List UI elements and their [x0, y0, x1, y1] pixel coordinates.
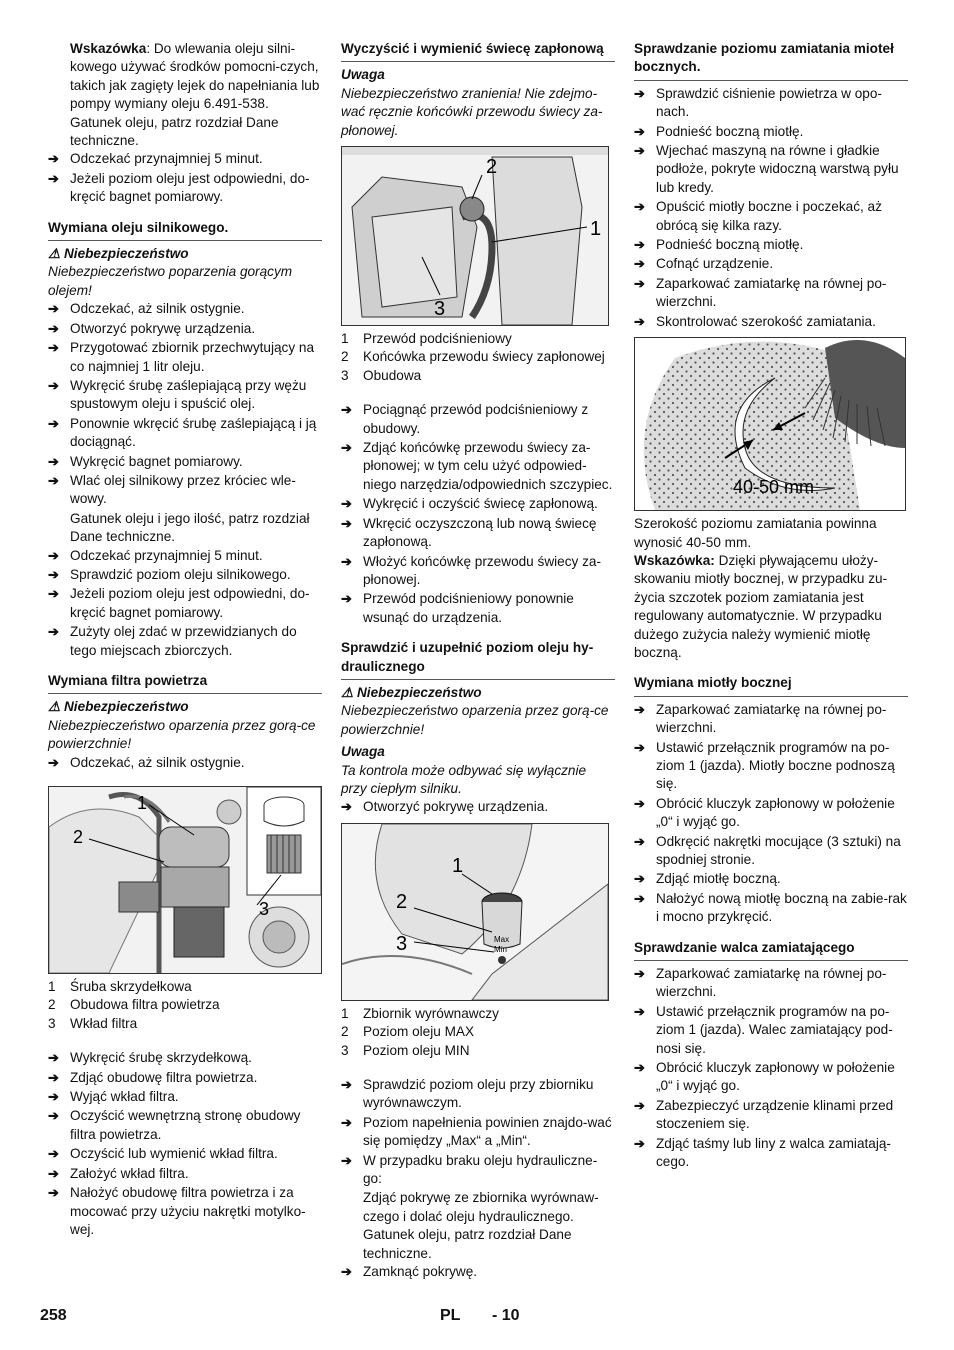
step-text: Zaparkować zamiatarkę na równej po-wierzchni. — [656, 275, 887, 310]
step-item — [341, 798, 615, 816]
step-item — [48, 170, 322, 207]
oil-tip: Wskazówka: Do wlewania oleju silni-kowego używać środków pomocni-czych, takich jak zagięty lejek do napełniania lub pompy wymiany oleju 6.491-538. — [70, 41, 320, 112]
step-text: Odczekać, aż silnik ostygnie. — [70, 301, 245, 317]
arrow-right-icon: ➔ — [341, 402, 352, 418]
spark-plug-illustration — [342, 147, 608, 325]
legend-text: Wkład filtra — [70, 1015, 138, 1031]
hydraulic-legend — [341, 1005, 615, 1060]
step-item — [48, 453, 322, 471]
step-item — [634, 965, 908, 1002]
arrow-right-icon: ➔ — [634, 1135, 645, 1151]
step-text: Sprawdzić poziom oleju przy zbiorniku wyrównawczym. — [363, 1077, 594, 1111]
step-item — [341, 590, 615, 627]
legend-text: Przewód podciśnieniowy — [363, 331, 512, 347]
heading-side-broom: Wymiana miotły bocznej — [634, 674, 908, 696]
legend-number: 2 — [341, 1024, 349, 1040]
arrow-right-icon: ➔ — [634, 275, 645, 291]
oil-qty-note: Gatunek oleju i jego ilość, patrz rozdział Dane techniczne. — [70, 510, 310, 545]
arrow-right-icon: ➔ — [634, 890, 645, 906]
arrow-right-icon: ➔ — [341, 591, 352, 607]
legend-item — [341, 1042, 615, 1060]
fig-label-max: Max — [494, 934, 510, 944]
step-item — [341, 1114, 615, 1151]
arrow-right-icon: ➔ — [634, 1097, 645, 1113]
step-text: Otworzyć pokrywę urządzenia. — [70, 320, 256, 336]
step-text: Oczyścić lub wymienić wkład filtra. — [70, 1146, 278, 1162]
legend-number: 2 — [48, 997, 56, 1013]
step-text: Ustawić przełącznik programów na po-ziom 1 (jazda). Miotły boczne podnoszą się. — [656, 739, 895, 792]
sweep-width-illustration — [635, 338, 905, 510]
step-text: Wykręcić śrubę zaślepiającą przy wężu spustowym oleju i spuścić olej. — [70, 377, 307, 412]
fig-label-width: 40-50 mm — [733, 477, 815, 498]
air-filter-figure — [48, 786, 322, 974]
arrow-right-icon: ➔ — [634, 237, 645, 253]
legend-number: 1 — [48, 979, 56, 995]
fig-label-3: 3 — [259, 899, 270, 920]
step-text: Zamknąć pokrywę. — [363, 1264, 478, 1280]
step-item — [48, 1088, 322, 1106]
arrow-right-icon: ➔ — [48, 1089, 59, 1105]
step-text: Zdjąć miotłę boczną. — [656, 871, 781, 887]
arrow-right-icon: ➔ — [48, 472, 59, 488]
step-item — [48, 547, 322, 565]
step-item — [634, 870, 908, 888]
danger-text: Niebezpieczeństwo oparzenia przez gorą-ce powierzchnie! — [48, 717, 316, 752]
arrow-right-icon: ➔ — [341, 1077, 352, 1092]
arrow-right-icon: ➔ — [341, 515, 352, 531]
engine-oil-steps-1 — [48, 300, 322, 508]
step-text: Wyjąć wkład filtra. — [70, 1089, 179, 1105]
arrow-right-icon: ➔ — [48, 377, 59, 393]
step-text: Ustawić przełącznik programów na po-ziom 1 (jazda). Walec zamiatający pod-nosi się. — [656, 1003, 893, 1056]
step-item — [341, 515, 615, 552]
step-item — [48, 300, 322, 318]
arrow-right-icon: ➔ — [634, 966, 645, 982]
caution-text: Ta kontrola może odbywać się wyłącznie przy ciepłym silniku. — [341, 762, 587, 796]
warning-triangle-icon: ⚠ — [341, 684, 354, 700]
fig-label-2: 2 — [486, 156, 498, 179]
oil-type-note: Gatunek oleju, patrz rozdział Dane techniczne. — [70, 114, 279, 149]
arrow-right-icon: ➔ — [48, 586, 59, 602]
arrow-right-icon: ➔ — [48, 415, 59, 431]
arrow-right-icon: ➔ — [341, 1152, 352, 1168]
fig-label-2: 2 — [396, 890, 408, 913]
arrow-right-icon: ➔ — [634, 85, 645, 101]
arrow-right-icon: ➔ — [48, 453, 59, 469]
arrow-right-icon: ➔ — [48, 151, 59, 167]
roller-steps — [634, 965, 908, 1171]
step-item — [634, 142, 908, 197]
arrow-right-icon: ➔ — [48, 1050, 59, 1066]
step-item — [48, 415, 322, 452]
step-item — [634, 85, 908, 122]
engine-oil-steps-2 — [48, 547, 322, 660]
heading-roller: Sprawdzanie walca zamiatającego — [634, 939, 908, 961]
column-middle — [341, 40, 615, 1282]
legend-text: Poziom oleju MIN — [363, 1042, 470, 1058]
sweep-level-steps — [634, 85, 908, 331]
fig-label-1: 1 — [590, 218, 602, 241]
step-text: Nałożyć obudowę filtra powietrza i za mocować przy użyciu nakrętki motylko-wej. — [70, 1185, 306, 1237]
column-right — [634, 40, 908, 1173]
step-item — [634, 255, 908, 273]
step-item — [634, 1097, 908, 1134]
intro-steps — [48, 150, 322, 206]
language-code: PL — [440, 1307, 461, 1324]
step-item — [341, 1076, 615, 1113]
arrow-right-icon: ➔ — [48, 1146, 59, 1162]
step-text: Otworzyć pokrywę urządzenia. — [363, 799, 549, 815]
step-text: Zużyty olej zdać w przewidzianych do tego miejscach zbiorczych. — [70, 624, 297, 658]
arrow-right-icon: ➔ — [48, 1185, 59, 1201]
step-item — [634, 739, 908, 794]
arrow-right-icon: ➔ — [48, 624, 59, 640]
step-text: Włożyć końcówkę przewodu świecy za-płonowej. — [363, 553, 601, 587]
step-item — [48, 1107, 322, 1144]
arrow-right-icon: ➔ — [48, 1165, 59, 1181]
step-text: Obrócić kluczyk zapłonowy w położenie „0“ i wyjąć go. — [656, 795, 895, 830]
arrow-right-icon: ➔ — [48, 340, 59, 356]
fig-label-1: 1 — [137, 793, 148, 814]
arrow-right-icon: ➔ — [634, 123, 645, 139]
step-text: Sprawdzić ciśnienie powietrza w opo-nach. — [656, 85, 882, 120]
step-text: Jeżeli poziom oleju jest odpowiedni, do-kręcić bagnet pomiarowy. — [70, 170, 310, 205]
step-text: Odczekać, aż silnik ostygnie. — [70, 754, 245, 770]
arrow-right-icon: ➔ — [634, 256, 645, 272]
arrow-right-icon: ➔ — [634, 1003, 645, 1019]
legend-text: Końcówka przewodu świecy zapłonowej — [363, 349, 605, 365]
danger-title: ⚠ Niebezpieczeństwo — [341, 684, 482, 700]
step-text: Zabezpieczyć urządzenie klinami przed stoczeniem się. — [656, 1097, 894, 1132]
step-item — [48, 377, 322, 414]
heading-air-filter: Wymiana filtra powietrza — [48, 672, 322, 694]
legend-text: Poziom oleju MAX — [363, 1024, 475, 1040]
caution-title: Uwaga — [341, 67, 385, 83]
arrow-right-icon: ➔ — [634, 795, 645, 811]
step-text: Wykręcić bagnet pomiarowy. — [70, 453, 243, 469]
step-item — [634, 198, 908, 235]
step-text: Nałożyć nową miotłę boczną na zabie-rak i mocno przykręcić. — [656, 890, 907, 925]
step-item — [48, 1145, 322, 1163]
arrow-right-icon: ➔ — [341, 799, 352, 815]
step-item — [634, 890, 908, 927]
step-text: Jeżeli poziom oleju jest odpowiedni, do-kręcić bagnet pomiarowy. — [70, 586, 310, 620]
step-text: Odkręcić nakrętki mocujące (3 sztuki) na spodniej stronie. — [656, 833, 901, 867]
legend-number: 1 — [341, 331, 349, 347]
arrow-right-icon: ➔ — [48, 1069, 59, 1085]
step-text: Założyć wkład filtra. — [70, 1165, 189, 1181]
arrow-right-icon: ➔ — [48, 170, 59, 186]
step-item — [48, 754, 322, 772]
step-item — [634, 701, 908, 738]
sweep-width-note: Wskazówka: Dzięki pływającemu ułoży-skowaniu miotły bocznej, w przypadku zu-życia szczotek poziom zamiatania jest regulowany automatycznie. W przypadku dużego zużycia należy wymienić miotłę boczną. — [634, 552, 888, 660]
arrow-right-icon: ➔ — [341, 553, 352, 569]
step-text: Odczekać przynajmniej 5 minut. — [70, 547, 263, 563]
step-item — [341, 495, 615, 513]
step-item — [341, 553, 615, 590]
step-item — [634, 313, 908, 331]
danger-text: Niebezpieczeństwo poparzenia gorącym olejem! — [48, 264, 293, 298]
arrow-right-icon: ➔ — [634, 871, 645, 887]
fig-label-min: Min — [494, 944, 507, 954]
step-item — [634, 123, 908, 141]
heading-sweep-level: Sprawdzanie poziomu zamiatania mioteł bocznych. — [634, 40, 908, 81]
step-item — [48, 150, 322, 168]
step-item — [48, 472, 322, 509]
step-text: Ponownie wkręcić śrubę zaślepiającą i ją dociągnąć. — [70, 415, 317, 450]
step-item — [634, 236, 908, 254]
page-number: 258 — [40, 1307, 67, 1324]
fig-label-3: 3 — [396, 932, 408, 955]
step-item — [48, 1049, 322, 1067]
legend-text: Zbiornik wyrównawczy — [363, 1005, 499, 1021]
danger-text: Niebezpieczeństwo oparzenia przez gorą-ce powierzchnie! — [341, 703, 609, 737]
step-text: Skontrolować szerokość zamiatania. — [656, 313, 876, 329]
danger-title: ⚠ Niebezpieczeństwo — [48, 699, 189, 715]
legend-item — [48, 978, 322, 996]
legend-number: 3 — [48, 1015, 56, 1031]
arrow-right-icon: ➔ — [48, 1108, 59, 1124]
step-text: Zdjąć taśmy lub liny z walca zamiatają-cego. — [656, 1135, 891, 1170]
hydraulic-illustration — [342, 824, 608, 1000]
arrow-right-icon: ➔ — [48, 301, 59, 317]
legend-item — [341, 330, 615, 348]
legend-item — [48, 996, 322, 1014]
air-filter-steps-1 — [48, 754, 322, 772]
step-text: Wkręcić oczyszczoną lub nową świecę zapłonową. — [363, 515, 597, 550]
step-text: Wjechać maszyną na równe i gładkie podłoże, pokryte widoczną warstwą pyłu lub kredy. — [656, 143, 899, 195]
step-item — [341, 439, 615, 494]
arrow-right-icon: ➔ — [634, 739, 645, 755]
air-filter-legend — [48, 978, 322, 1033]
air-filter-steps-2 — [48, 1049, 322, 1239]
section-number: - 10 — [492, 1307, 520, 1324]
heading-hydraulic-oil: Sprawdzić i uzupełnić poziom oleju hy-draulicznego — [341, 639, 615, 680]
step-item — [341, 1152, 615, 1189]
arrow-right-icon: ➔ — [634, 701, 645, 717]
step-text: Zdjąć obudowę filtra powietrza. — [70, 1069, 258, 1085]
step-text: Przewód podciśnieniowy ponownie wsunąć do urządzenia. — [363, 591, 574, 625]
legend-number: 2 — [341, 349, 349, 365]
step-text: Poziom napełnienia powinien znajdo-wać się pomiędzy „Max“ a „Min“. — [363, 1114, 612, 1149]
step-item — [341, 401, 615, 438]
step-item — [48, 1184, 322, 1239]
step-item — [48, 339, 322, 376]
oil-type-note: Gatunek oleju, patrz rozdział Dane techniczne. — [363, 1227, 572, 1261]
caution-title: Uwaga — [341, 744, 385, 760]
step-item — [48, 320, 322, 338]
fig-label-1: 1 — [452, 854, 464, 877]
legend-number: 1 — [341, 1005, 349, 1021]
step-item — [634, 833, 908, 870]
step-text: Pociągnąć przewód podciśnieniowy z obudowy. — [363, 402, 589, 436]
arrow-right-icon: ➔ — [634, 1060, 645, 1076]
step-item — [48, 585, 322, 622]
caution-text: Niebezpieczeństwo zranienia! Nie zdejmo-wać ręcznie końcówki przewodu świecy za-płonowej. — [341, 85, 603, 138]
step-item — [48, 1069, 322, 1087]
step-item — [48, 623, 322, 660]
legend-number: 3 — [341, 1042, 349, 1058]
column-left — [48, 40, 322, 1240]
hydraulic-steps-2 — [341, 1076, 615, 1188]
step-text: Wykręcić śrubę skrzydełkową. — [70, 1050, 252, 1066]
step-text: Podnieść boczną miotłę. — [656, 123, 804, 139]
spark-legend — [341, 330, 615, 385]
step-text: Obrócić kluczyk zapłonowy w położenie „0“ i wyjąć go. — [656, 1060, 895, 1094]
step-item — [341, 1263, 615, 1281]
step-text: Cofnąć urządzenie. — [656, 256, 774, 272]
hydraulic-steps-3 — [341, 1263, 615, 1281]
arrow-right-icon: ➔ — [634, 199, 645, 215]
refill-text: Zdjąć pokrywę ze zbiornika wyrównaw-czego i dolać oleju hydraulicznego. — [363, 1190, 599, 1224]
legend-item — [48, 1015, 322, 1033]
step-item — [634, 1135, 908, 1172]
sweep-width-figure — [634, 337, 906, 511]
spark-plug-figure — [341, 146, 609, 326]
arrow-right-icon: ➔ — [341, 440, 352, 456]
step-text: Zdjąć końcówkę przewodu świecy za-płonowej; w tym celu użyć odpowied-niego narzędzia/odpowiednich szczypiec. — [363, 440, 613, 492]
step-text: Zaparkować zamiatarkę na równej po-wierzchni. — [656, 701, 887, 736]
step-text: Podnieść boczną miotłę. — [656, 237, 804, 253]
step-item — [634, 795, 908, 832]
legend-item — [341, 1023, 615, 1041]
hydraulic-steps-1 — [341, 798, 615, 816]
warning-triangle-icon: ⚠ — [48, 246, 61, 262]
heading-engine-oil: Wymiana oleju silnikowego. — [48, 219, 322, 241]
hydraulic-figure — [341, 823, 609, 1001]
step-text: Sprawdzić poziom oleju silnikowego. — [70, 566, 291, 582]
step-text: Wlać olej silnikowy przez króciec wle-wowy. — [70, 472, 296, 507]
warning-triangle-icon: ⚠ — [48, 699, 61, 715]
step-item — [634, 1059, 908, 1096]
sweep-width-text: Szerokość poziomu zamiatania powinna wynosić 40-50 mm. — [634, 516, 877, 550]
step-text: Wykręcić i oczyścić świecę zapłonową. — [363, 496, 598, 512]
arrow-right-icon: ➔ — [634, 833, 645, 849]
arrow-right-icon: ➔ — [48, 547, 59, 563]
arrow-right-icon: ➔ — [341, 496, 352, 512]
side-broom-steps — [634, 701, 908, 927]
legend-number: 3 — [341, 367, 349, 383]
step-item — [48, 1165, 322, 1183]
legend-item — [341, 1005, 615, 1023]
arrow-right-icon: ➔ — [48, 566, 59, 582]
air-filter-illustration — [49, 787, 321, 973]
step-text: Zaparkować zamiatarkę na równej po-wierzchni. — [656, 966, 887, 1000]
legend-text: Obudowa filtra powietrza — [70, 997, 220, 1013]
step-text: W przypadku braku oleju hydrauliczne-go: — [363, 1152, 598, 1187]
fig-label-2: 2 — [73, 827, 84, 848]
step-item — [634, 1003, 908, 1058]
step-text: Odczekać przynajmniej 5 minut. — [70, 151, 263, 167]
arrow-right-icon: ➔ — [341, 1114, 352, 1130]
legend-item — [341, 367, 615, 385]
spark-steps — [341, 401, 615, 627]
arrow-right-icon: ➔ — [634, 143, 645, 159]
arrow-right-icon: ➔ — [341, 1264, 352, 1280]
legend-text: Obudowa — [363, 367, 422, 383]
step-text: Opuścić miotły boczne i poczekać, aż obrócą się kilka razy. — [656, 199, 882, 233]
legend-item — [341, 348, 615, 366]
step-item — [48, 566, 322, 584]
arrow-right-icon: ➔ — [634, 313, 645, 329]
step-text: Przygotować zbiornik przechwytujący na co najmniej 1 litr oleju. — [70, 340, 315, 374]
heading-spark-plug: Wyczyścić i wymienić świecę zapłonową — [341, 40, 615, 62]
step-item — [634, 275, 908, 312]
arrow-right-icon: ➔ — [48, 754, 59, 770]
arrow-right-icon: ➔ — [48, 320, 59, 336]
fig-label-3: 3 — [434, 298, 446, 321]
legend-text: Śruba skrzydełkowa — [70, 979, 192, 995]
step-text: Oczyścić wewnętrzną stronę obudowy filtra powietrza. — [70, 1108, 301, 1142]
danger-title: ⚠ Niebezpieczeństwo — [48, 246, 189, 262]
